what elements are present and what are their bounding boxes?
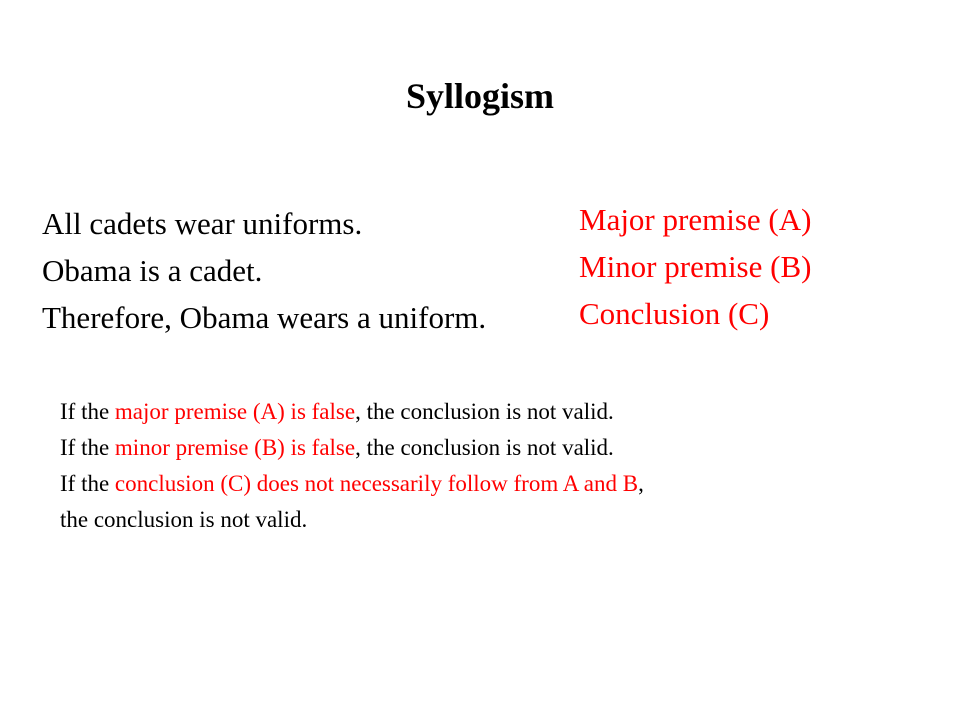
- major-premise-label: Major premise (A): [579, 202, 812, 237]
- rule-suffix: , the conclusion is not valid.: [355, 399, 614, 424]
- rule-suffix: ,: [638, 471, 644, 496]
- rule-major-premise: [60, 394, 644, 430]
- rule-prefix: If the: [60, 399, 115, 424]
- rule-highlight: conclusion (C) does not necessarily follow from A and B: [114, 471, 639, 496]
- major-premise-statement: All cadets wear uniforms.: [42, 206, 363, 241]
- rule-prefix: If the: [60, 435, 115, 460]
- minor-premise-statement: Obama is a cadet.: [42, 253, 263, 288]
- rule-conclusion-continued: the conclusion is not valid.: [60, 507, 308, 532]
- slide-title: Syllogism: [405, 76, 555, 116]
- minor-premise-label: Minor premise (B): [579, 249, 812, 284]
- rule-conclusion: [60, 466, 644, 502]
- rule-highlight: major premise (A) is false: [114, 399, 356, 424]
- validity-rules: [60, 394, 644, 538]
- conclusion-label: Conclusion (C): [579, 296, 770, 331]
- syllogism-statements: [42, 200, 486, 341]
- rule-highlight: minor premise (B) is false: [114, 435, 356, 460]
- rule-suffix: , the conclusion is not valid.: [355, 435, 614, 460]
- premise-labels: [579, 196, 811, 337]
- rule-minor-premise: [60, 430, 644, 466]
- conclusion-statement: Therefore, Obama wears a uniform.: [42, 300, 487, 335]
- rule-prefix: If the: [60, 471, 115, 496]
